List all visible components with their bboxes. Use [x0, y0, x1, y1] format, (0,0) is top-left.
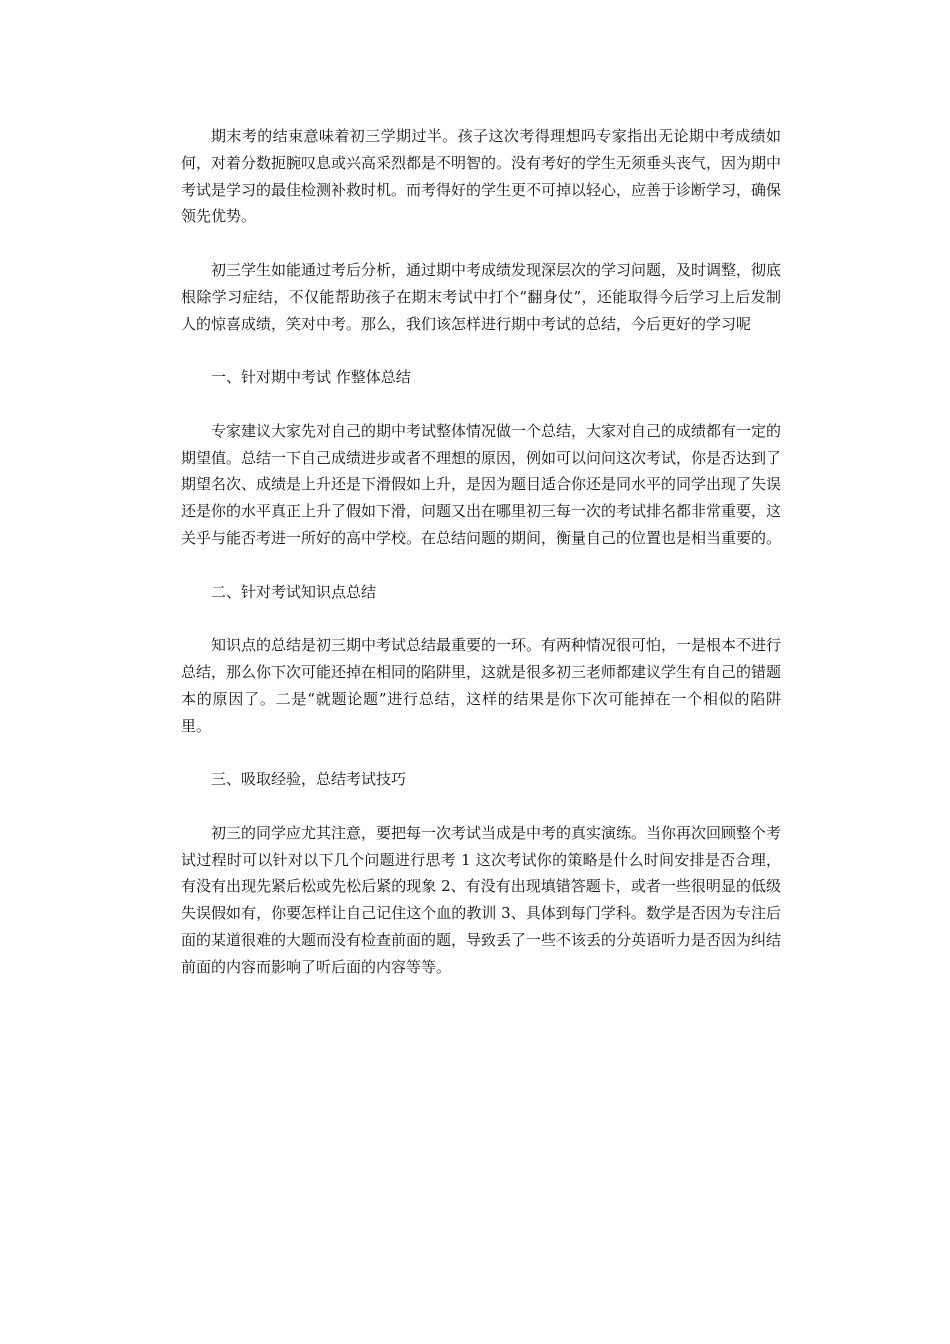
document-body	[181, 123, 781, 1007]
section-heading-3: 三、吸取经验，总结考试技巧	[211, 770, 407, 789]
paragraph-analysis: 初三学生如能通过考后分析，通过期中考成绩发现深层次的学习问题，及时调整，彻底根除学习症结，不仅能帮助孩子在期末考试中打个“翻身仗”，还能取得今后学习上后发制人的惊喜成绩，笑对中考。那么，我们该怎样进行期中考试的总结，今后更好的学习呢	[181, 260, 782, 333]
paragraph-knowledge-summary: 知识点的总结是初三期中考试总结最重要的一环。有两种情况很可怕，一是根本不进行总结，那么你下次可能还掉在相同的陷阱里，这就是很多初三老师都建议学生有自己的错题本的原因了。二是“就题论题”进行总结，这样的结果是你下次可能掉在一个相似的陷阱里。	[181, 636, 782, 735]
paragraph-overall-summary: 专家建议大家先对自己的期中考试整体情况做一个总结，大家对自己的成绩都有一定的期望值。总结一下自己成绩进步或者不理想的原因，例如可以问问这次考试，你是否达到了期望名次、成绩是上升还是下滑假如上升，是因为题目适合你还是同水平的同学出现了失误还是你的水平真正上升了假如下滑，问题又出在哪里初三每一次的考试排名都非常重要，这关乎与能否考进一所好的高中学校。在总结问题的期间，衡量自己的位置也是相当重要的。	[181, 421, 782, 547]
paragraph-exam-skills: 初三的同学应尤其注意，要把每一次考试当成是中考的真实演练。当你再次回顾整个考试过程时可以针对以下几个问题进行思考 1 这次考试你的策略是什么时间安排是否合理，有没有出现先紧后松或先松后紧的现象 2、有没有出现填错答题卡，或者一些很明显的低级失误假如有，你要怎样让自己记住这个血的教训 3、具体到每门学科。数学是否因为专注后面的某道很难的大题而没有检查前面的题，导致丢了一些不该丢的分英语听力是否因为纠结前面的内容而影响了听后面的内容等等。	[181, 823, 782, 976]
section-heading-2: 二、针对考试知识点总结	[211, 582, 377, 601]
paragraph-intro: 期末考的结束意味着初三学期过半。孩子这次考得理想吗专家指出无论期中考成绩如何，对着分数扼腕叹息或兴高采烈都是不明智的。没有考好的学生无须垂头丧气，因为期中考试是学习的最佳检测补救时机。而考得好的学生更不可掉以轻心，应善于诊断学习，确保领先优势。	[181, 127, 782, 226]
section-heading-1: 一、针对期中考试 作整体总结	[211, 368, 411, 387]
